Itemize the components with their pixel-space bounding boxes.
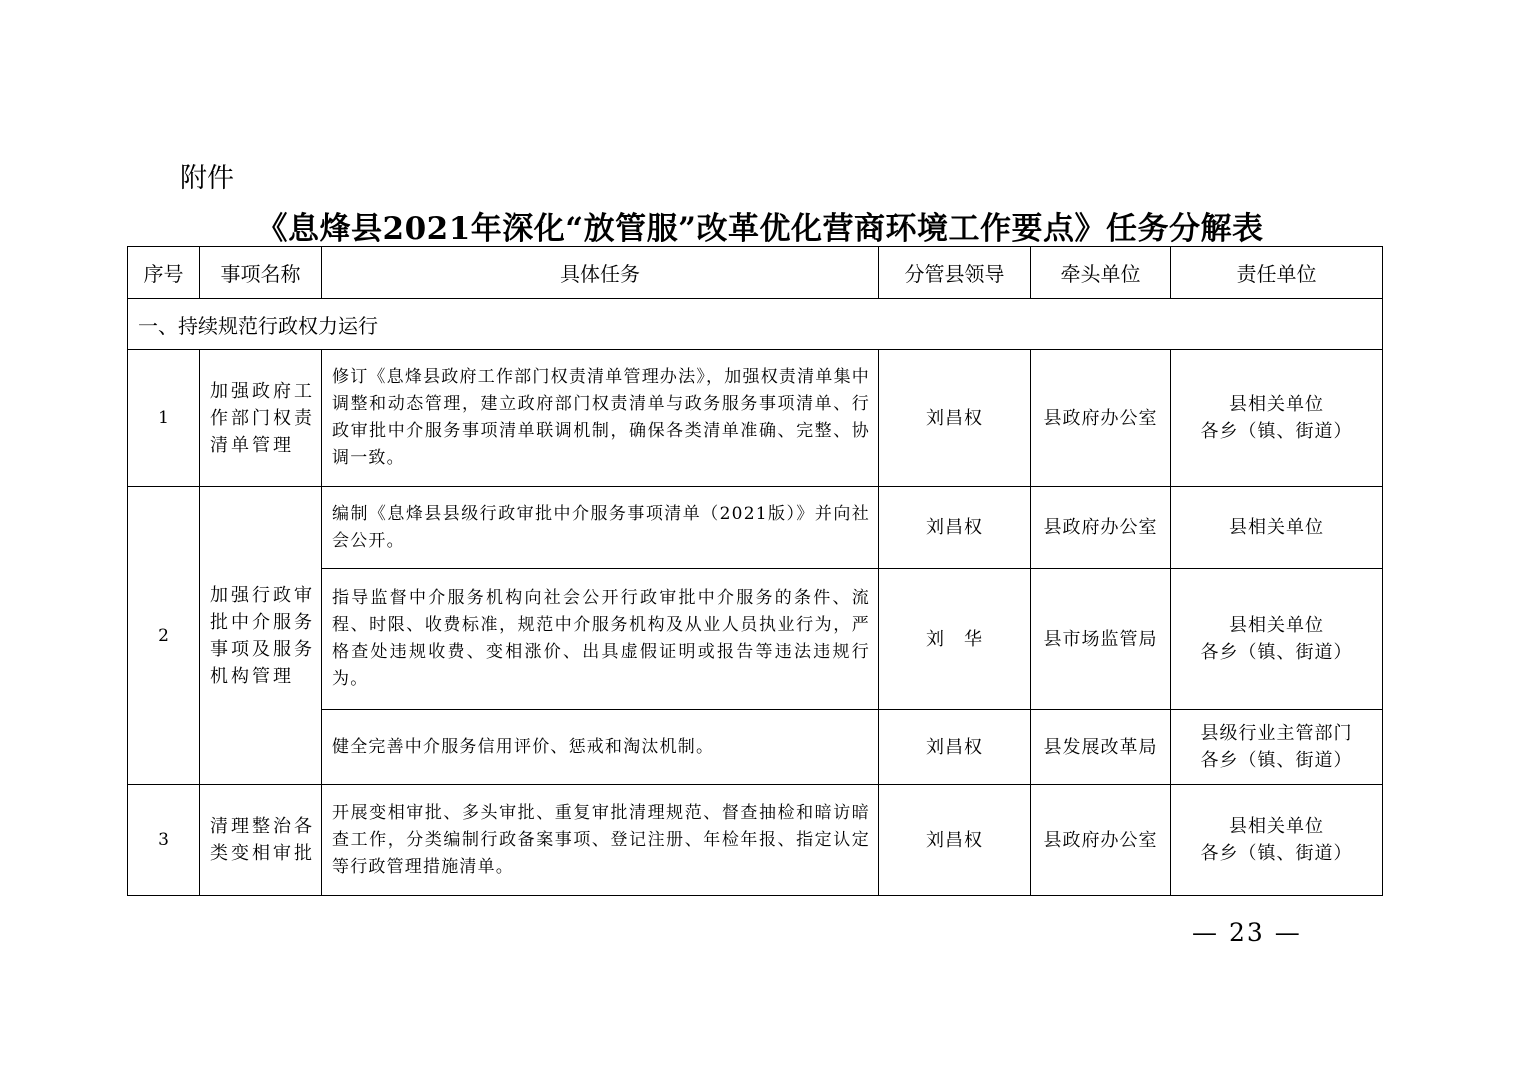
resp-unit-line: 各乡（镇、街道） — [1200, 421, 1353, 442]
resp-unit-line: 县级行业主管部门 — [1200, 723, 1353, 744]
table-row — [128, 350, 1383, 487]
row-leader: 刘昌权 — [879, 487, 1031, 569]
row-leader: 刘昌权 — [879, 350, 1031, 487]
resp-unit-line: 县相关单位 — [1229, 394, 1324, 415]
row-lead-unit: 县政府办公室 — [1031, 487, 1171, 569]
row-lead-unit: 县政府办公室 — [1031, 350, 1171, 487]
page-number: — 23 — — [1192, 918, 1302, 947]
row-resp-unit — [1171, 569, 1383, 710]
row-task: 指导监督中介服务机构向社会公开行政审批中介服务的条件、流程、时限、收费标准，规范中介服务机构及从业人员执业行为，严格查处违规收费、变相涨价、出具虚假证明或报告等违法违规行为。 — [322, 569, 879, 710]
header-task: 具体任务 — [322, 247, 879, 299]
section-title: 一、持续规范行政权力运行 — [128, 299, 1383, 350]
task-table — [127, 246, 1383, 896]
row-leader: 刘昌权 — [879, 710, 1031, 785]
row-item: 清理整治各类变相审批 — [200, 785, 322, 896]
resp-unit-line: 县相关单位 — [1229, 816, 1324, 837]
header-leader: 分管县领导 — [879, 247, 1031, 299]
table-row — [128, 785, 1383, 896]
row-lead-unit: 县市场监管局 — [1031, 569, 1171, 710]
resp-unit-line: 各乡（镇、街道） — [1200, 642, 1353, 663]
table-header-row — [128, 247, 1383, 299]
row-leader: 刘昌权 — [879, 785, 1031, 896]
row-resp-unit — [1171, 350, 1383, 487]
header-lead-unit: 牵头单位 — [1031, 247, 1171, 299]
table-row — [128, 487, 1383, 569]
row-resp-unit — [1171, 487, 1383, 569]
row-task: 健全完善中介服务信用评价、惩戒和淘汰机制。 — [322, 710, 879, 785]
row-num: 2 — [128, 487, 200, 785]
header-num: 序号 — [128, 247, 200, 299]
resp-unit-line: 县相关单位 — [1229, 517, 1324, 538]
row-num: 3 — [128, 785, 200, 896]
row-resp-unit — [1171, 710, 1383, 785]
resp-unit-line: 各乡（镇、街道） — [1200, 843, 1353, 864]
row-item: 加强行政审批中介服务事项及服务机构管理 — [200, 487, 322, 785]
row-leader: 刘 华 — [879, 569, 1031, 710]
row-item: 加强政府工作部门权责清单管理 — [200, 350, 322, 487]
row-task: 修订《息烽县政府工作部门权责清单管理办法》，加强权责清单集中调整和动态管理，建立政府部门权责清单与政务服务事项清单、行政审批中介服务事项清单联调机制，确保各类清单准确、完整、协调一致。 — [322, 350, 879, 487]
row-lead-unit: 县发展改革局 — [1031, 710, 1171, 785]
resp-unit-line: 各乡（镇、街道） — [1200, 750, 1353, 771]
document-title: 《息烽县2021年深化“放管服”改革优化营商环境工作要点》任务分解表 — [256, 211, 1264, 247]
row-task: 开展变相审批、多头审批、重复审批清理规范、督查抽检和暗访暗查工作，分类编制行政备案事项、登记注册、年检年报、指定认定等行政管理措施清单。 — [322, 785, 879, 896]
row-lead-unit: 县政府办公室 — [1031, 785, 1171, 896]
section-row — [128, 299, 1383, 350]
attachment-label: 附件 — [180, 163, 234, 194]
row-num: 1 — [128, 350, 200, 487]
header-resp-unit: 责任单位 — [1171, 247, 1383, 299]
row-resp-unit — [1171, 785, 1383, 896]
resp-unit-line: 县相关单位 — [1229, 615, 1324, 636]
row-task: 编制《息烽县县级行政审批中介服务事项清单（2021版）》并向社会公开。 — [322, 487, 879, 569]
header-item: 事项名称 — [200, 247, 322, 299]
